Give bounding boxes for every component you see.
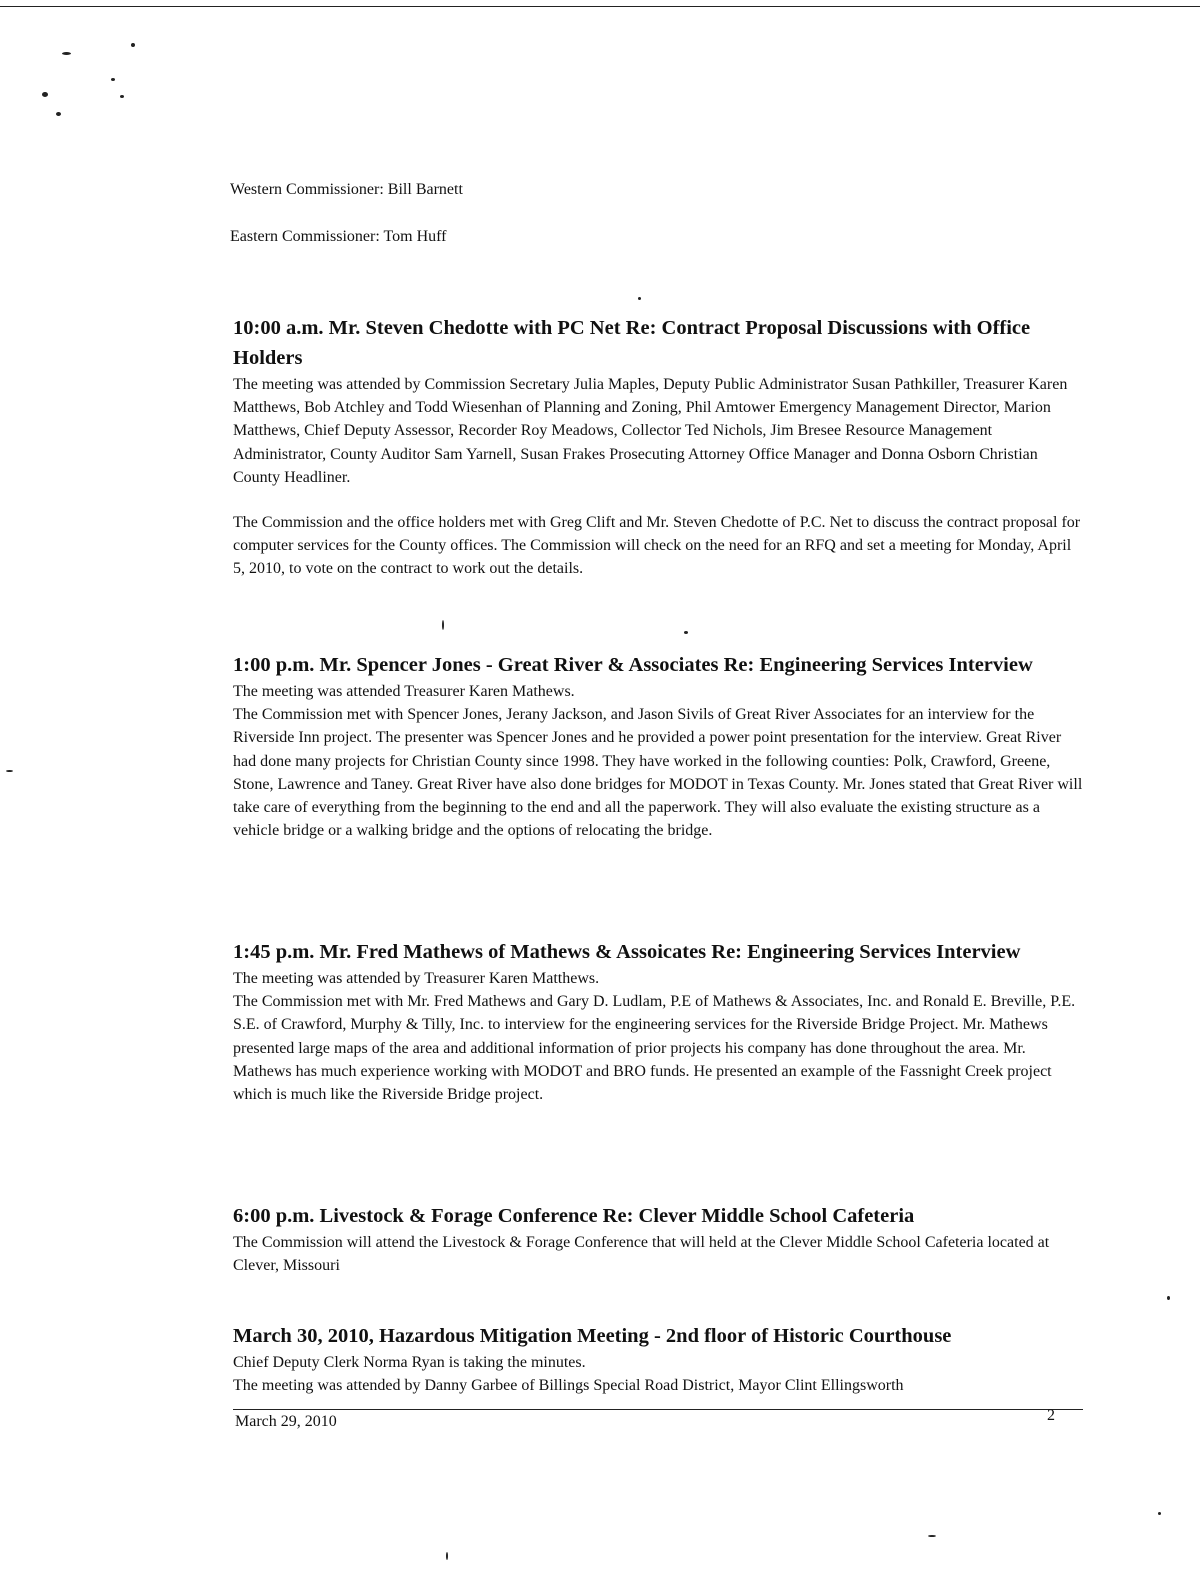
scan-speck xyxy=(120,95,124,98)
scan-speck xyxy=(131,43,135,47)
scan-speck xyxy=(111,78,115,81)
section-paragraph: The Commission met with Spencer Jones, Jerany Jackson, and Jason Sivils of Great River Associates for an interview for the Riverside Inn project. The presenter was Spencer Jones and he provided a power point presentation for the interview. Great River had done many projects for Christian County since 1998. They have worked in the following counties: Polk, Crawford, Greene, Stone, Lawrence and Taney. Great River have also done bridges for MODOT in Texas County. Mr. Jones stated that Great River will take care of everything from the beginning to the end and all the paperwork. They will also evaluate the existing structure as a vehicle bridge or a walking bridge and the options of relocating the bridge. xyxy=(233,706,1083,840)
footer-date: March 29, 2010 xyxy=(235,1413,337,1430)
scan-speck xyxy=(446,1552,448,1560)
section-heading: 6:00 p.m. Livestock & Forage Conference Re: Clever Middle School Cafeteria xyxy=(233,1205,915,1227)
scan-speck xyxy=(42,92,48,97)
scan-speck xyxy=(928,1535,936,1537)
eastern-commissioner: Eastern Commissioner: Tom Huff xyxy=(230,228,447,245)
section-paragraph: The meeting was attended by Commission Secretary Julia Maples, Deputy Public Administrator Susan Pathkiller, Treasurer Karen Matthews, Bob Atchley and Todd Wiesenhan of Planning and Zoning, Phil Amtower Emergency Management Director, Marion Matthews, Chief Deputy Assessor, Recorder Roy Meadows, Collector Ted Nichols, Jim Bresee Resource Management Administrator, County Auditor Sam Yarnell, Susan Frakes Prosecuting Attorney Office Manager and Donna Osborn Christian County Headliner. xyxy=(233,376,1068,486)
agenda-section xyxy=(233,1201,1083,1277)
section-heading: 10:00 a.m. Mr. Steven Chedotte with PC Net Re: Contract Proposal Discussions with Office Holders xyxy=(233,317,1031,369)
scan-speck xyxy=(6,770,13,772)
section-paragraph: The Commission will attend the Livestock & Forage Conference that will held at the Clever Middle School Cafeteria located at Clever, Missouri xyxy=(233,1234,1050,1275)
section-paragraph: The Commission met with Mr. Fred Mathews and Gary D. Ludlam, P.E of Mathews & Associates, Inc. and Ronald E. Breville, P.E. S.E. of Crawford, Murphy & Tilly, Inc. to interview for the engineering services for the Riverside Bridge Project. Mr. Mathews presented large maps of the area and additional information of prior projects his company has done throughout the area. Mr. Mathews has much experience working with MODOT and BRO funds. He presented an example of the Fassnight Creek project which is much like the Riverside Bridge project. xyxy=(233,993,1076,1104)
scan-speck xyxy=(442,620,444,630)
section-heading: 1:00 p.m. Mr. Spencer Jones - Great River & Associates Re: Engineering Services Interview xyxy=(233,654,1033,676)
scan-speck xyxy=(1167,1296,1170,1300)
scan-speck xyxy=(56,112,61,116)
section-paragraph: Chief Deputy Clerk Norma Ryan is taking the minutes. xyxy=(233,1354,586,1371)
agenda-section xyxy=(233,1321,1083,1397)
page-number: 2 xyxy=(1047,1407,1055,1424)
western-commissioner: Western Commissioner: Bill Barnett xyxy=(230,181,463,198)
section-heading: March 30, 2010, Hazardous Mitigation Meeting - 2nd floor of Historic Courthouse xyxy=(233,1325,952,1347)
agenda-section xyxy=(233,313,1083,581)
agenda-section xyxy=(233,937,1083,1106)
section-paragraph: The meeting was attended by Treasurer Karen Matthews. xyxy=(233,970,600,987)
section-paragraph: The Commission and the office holders met with Greg Clift and Mr. Steven Chedotte of P.C. Net to discuss the contract proposal for computer services for the County offices. The Commission will check on the need for an RFQ and set a meeting for Monday, April 5, 2010, to vote on the contract to work out the details. xyxy=(233,514,1081,578)
section-heading: 1:45 p.m. Mr. Fred Mathews of Mathews & Assoicates Re: Engineering Services Interview xyxy=(233,941,1021,963)
section-paragraph: The meeting was attended by Danny Garbee of Billings Special Road District, Mayor Clint Ellingsworth xyxy=(233,1377,904,1395)
scan-speck xyxy=(684,631,688,634)
scan-speck xyxy=(638,297,641,300)
footer-rule xyxy=(233,1409,1083,1410)
scan-speck xyxy=(62,52,71,55)
agenda-section xyxy=(233,650,1083,842)
top-rule xyxy=(0,6,1200,7)
scan-speck xyxy=(1158,1512,1161,1515)
section-paragraph: The meeting was attended Treasurer Karen Mathews. xyxy=(233,683,575,700)
